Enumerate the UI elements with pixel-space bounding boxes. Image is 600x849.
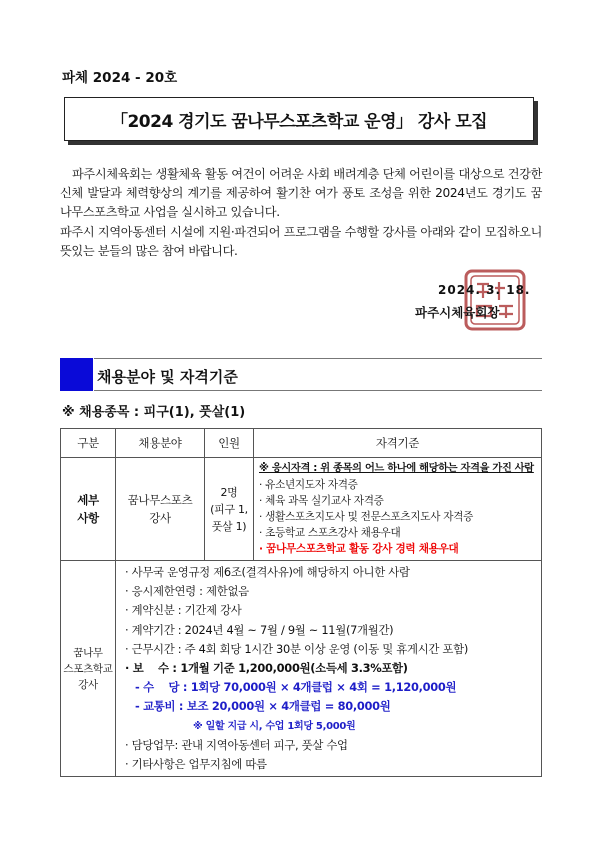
header-field: 채용분야 xyxy=(116,429,205,458)
preferred-experience: · 꿈나무스포츠학교 활동 강사 경력 채용우대 xyxy=(259,543,459,555)
list-item: · 계약신분 : 기간제 강사 xyxy=(125,603,242,618)
page-title xyxy=(64,97,534,141)
signature-name: 파주시체육회장 xyxy=(415,305,500,320)
pay-label: · 보 수 : xyxy=(125,661,177,676)
row1-qualifications xyxy=(254,458,542,561)
pay-value: 1개월 기준 1,200,000원(소득세 3.3%포함) xyxy=(180,661,408,676)
list-item: · 유소년지도자 자격증 xyxy=(259,479,358,491)
table-header-row xyxy=(61,429,542,458)
pay-line xyxy=(125,659,535,678)
table-row xyxy=(61,458,542,561)
row1-category: 세부 사항 xyxy=(61,458,116,561)
section-square-icon xyxy=(60,358,93,391)
row1-field: 꿈나무스포츠 강사 xyxy=(116,458,205,561)
header-count: 인원 xyxy=(205,429,254,458)
list-item: · 사무국 운영규정 제6조(결격사유)에 해당하지 아니한 사람 xyxy=(125,565,410,579)
other-line: · 기타사항은 업무지침에 따름 xyxy=(125,757,267,772)
row2-details xyxy=(116,561,542,777)
list-item: · 근무시간 : 주 4회 회당 1시간 30분 이상 운영 (이동 및 휴게시간 포함) xyxy=(125,641,468,656)
qualification-heading: ※ 응시자격 : 위 종목의 어느 하나에 해당하는 자격을 가진 사람 xyxy=(259,463,534,474)
intro-paragraph-2: 파주시 지역아동센터 시설에 지원·파견되어 프로그램을 수행할 강사를 아래와 같이 모집하오니 뜻있는 분들의 많은 참여 바랍니다. xyxy=(60,224,542,258)
fee-line: - 수 당 : 1회당 70,000원 × 4개클럽 × 4회 = 1,120,000원 xyxy=(135,680,457,695)
duty-line: · 담당업무: 관내 지역아동센터 피구, 풋살 수업 xyxy=(125,737,348,752)
sports-line: ※ 채용종목 : 피구(1), 풋살(1) xyxy=(62,405,246,420)
list-item: · 초등학교 스포츠강사 채용우대 xyxy=(259,527,401,539)
header-qualification: 자격기준 xyxy=(254,429,542,458)
recruitment-table xyxy=(60,428,542,777)
intro-paragraph-1: 파주시체육회는 생활체육 활동 여건이 어려운 사회 배려계층 단체 어린이를 대상으로 건강한 신체 발달과 체력향상의 계기를 제공하여 활기찬 여가 풍토 조성을 위한 2024년도 경기도 꿈나무스포츠학교 사업을 실시하고 있습니다. xyxy=(60,167,542,220)
travel-line: - 교통비 : 보조 20,000원 × 4개클럽 = 80,000원 xyxy=(135,699,391,714)
title-text: 「2024 경기도 꿈나무스포츠학교 운영」 강사 모집 xyxy=(110,111,488,132)
list-item: · 생활스포츠지도사 및 전문스포츠지도사 자격증 xyxy=(259,511,474,523)
list-item: · 응시제한연령 : 제한없음 xyxy=(125,584,249,599)
document-number: 파체 2024 - 20호 xyxy=(62,70,178,86)
header-category: 구분 xyxy=(61,429,116,458)
row1-count: 2명 (피구 1, 풋살 1) xyxy=(205,458,254,561)
official-seal-icon xyxy=(463,268,527,332)
intro-text xyxy=(60,165,542,261)
signature-date: 2024. 3. 18. xyxy=(438,283,531,297)
list-item: · 계약기간 : 2024년 4월 ~ 7월 / 9월 ~ 11월(7개월간) xyxy=(125,622,394,637)
row2-category: 꿈나무 스포츠학교 강사 xyxy=(61,561,116,777)
note-line: ※ 일할 지급 시, 수업 1회당 5,000원 xyxy=(193,720,356,732)
table-row xyxy=(61,561,542,777)
section-title: 채용분야 및 자격기준 xyxy=(97,368,238,386)
list-item: · 체육 과목 실기교사 자격증 xyxy=(259,495,384,507)
